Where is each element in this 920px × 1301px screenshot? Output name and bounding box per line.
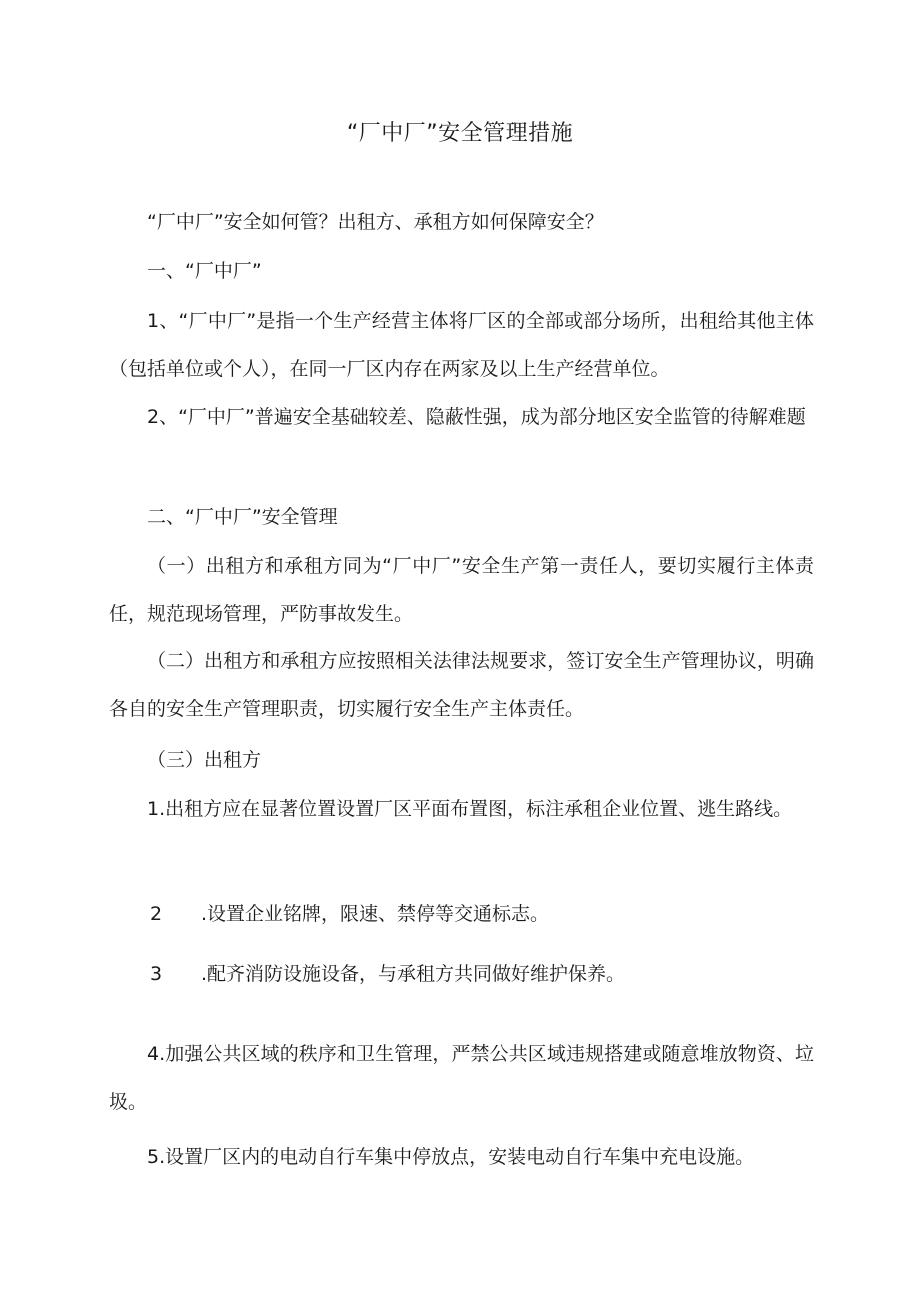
list-item-2-text: .设置企业铭牌，限速、禁停等交通标志。: [201, 903, 550, 925]
intro-question: “厂中厂”安全如何管？出租方、承租方如何保障安全？: [147, 211, 604, 233]
paragraph-definition: 1、“厂中厂”是指一个生产经营主体将厂区的全部或部分场所，出租给其他主体（包括单位或个人），在同一厂区内存在两家及以上生产经营单位。: [109, 310, 814, 380]
list-item-2-number: 2: [150, 903, 163, 925]
list-item-4: 4.加强公共区域的秩序和卫生管理，严禁公共区域违规搭建或随意堆放物资、垃圾。: [109, 1043, 814, 1113]
list-item-3-number: 3: [150, 963, 163, 985]
list-item-5: 5.设置厂区内的电动自行车集中停放点，安装电动自行车集中充电设施。: [147, 1146, 755, 1168]
paragraph-agreement: （二）出租方和承租方应按照相关法律法规要求，签订安全生产管理协议，明确各自的安全生产管理职责，切实履行安全生产主体责任。: [109, 650, 814, 720]
section-heading-2: 二、“厂中厂”安全管理: [147, 506, 338, 528]
paragraph-problem: 2、“厂中厂”普遍安全基础较差、隐蔽性强，成为部分地区安全监管的待解难题: [147, 406, 806, 428]
paragraph-responsibility: （一）出租方和承租方同为“厂中厂”安全生产第一责任人，要切实履行主体责任，规范现场管理，严防事故发生。: [109, 555, 814, 625]
section-heading-1: 一、“厂中厂”: [147, 260, 262, 282]
subsection-heading-lessor: （三）出租方: [147, 749, 262, 771]
document-title: “厂中厂”安全管理措施: [346, 121, 574, 146]
list-item-1: 1.出租方应在显著位置设置厂区平面布置图，标注承租企业位置、逃生路线。: [147, 798, 793, 820]
list-item-3-text: .配齐消防设施设备，与承租方共同做好维护保养。: [201, 963, 626, 985]
